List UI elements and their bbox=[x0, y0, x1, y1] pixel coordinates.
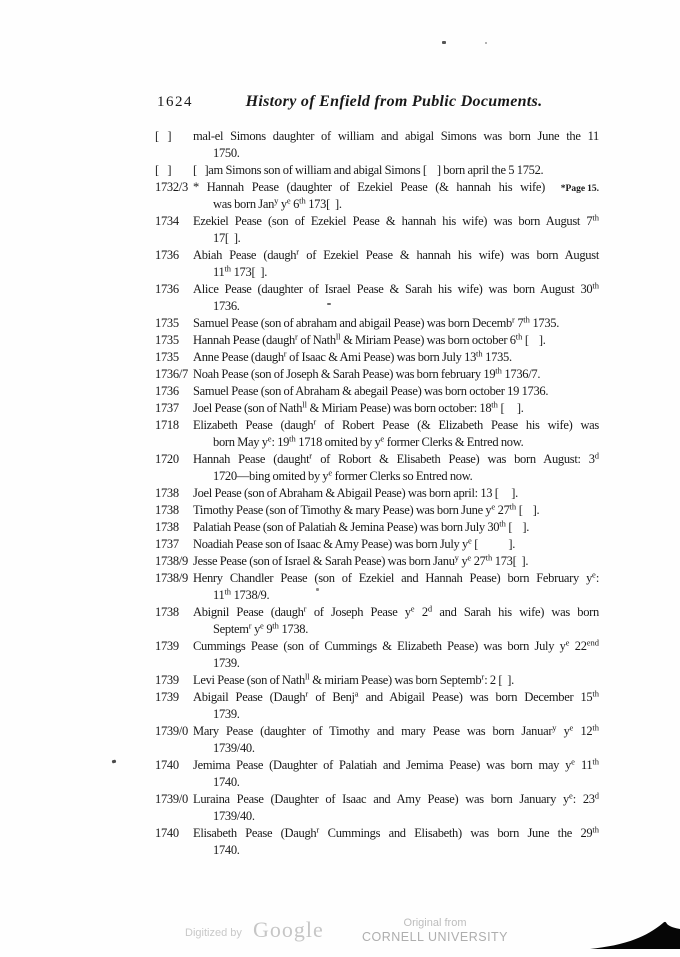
record-text bbox=[193, 791, 599, 825]
record-year: 1738/9 bbox=[155, 571, 188, 585]
record-entry bbox=[155, 519, 599, 536]
record-text bbox=[193, 757, 599, 791]
scan-speck bbox=[112, 760, 117, 764]
google-logo: Google bbox=[253, 917, 324, 942]
record-line: 1739. bbox=[213, 707, 240, 721]
record-year: 1739 bbox=[155, 639, 179, 653]
provenance-block bbox=[355, 917, 515, 944]
record-entry bbox=[155, 400, 599, 417]
record-text bbox=[193, 638, 599, 672]
record-line: Joel Pease (son of Nath$^{ll}$ & Miriam Pease) was born october: 18th [ ]. bbox=[193, 399, 524, 415]
record-text bbox=[193, 281, 599, 315]
record-text bbox=[193, 570, 599, 604]
page-title: History of Enfield from Public Documents. bbox=[245, 93, 543, 110]
record-entry bbox=[155, 485, 599, 502]
record-entry bbox=[155, 553, 599, 570]
record-year: 1740 bbox=[155, 758, 179, 772]
record-year: [ ] bbox=[155, 163, 172, 177]
record-line: born May $y^e$: 19th 1718 omited by $y^e$ former Clerks & Entred now. bbox=[213, 433, 524, 449]
page-number: 1624 bbox=[157, 94, 193, 110]
record-year: 1732/3 bbox=[155, 180, 188, 194]
record-entry bbox=[155, 332, 599, 349]
record-year: 1739 bbox=[155, 690, 179, 704]
record-line: Abignil Pease (daugh$^r$ of Joseph Pease $y^e$ 2$^d$ and Sarah his wife) was born bbox=[193, 603, 599, 619]
record-year: 1718 bbox=[155, 418, 179, 432]
record-line: 1740. bbox=[213, 843, 240, 857]
record-entry bbox=[155, 451, 599, 485]
record-text bbox=[193, 825, 599, 859]
record-entry bbox=[155, 179, 599, 213]
record-entry bbox=[155, 247, 599, 281]
record-line: 11th 1738/9. bbox=[213, 586, 270, 602]
records bbox=[155, 128, 599, 859]
record-line: Anne Pease (daugh$^r$ of Isaac & Ami Pease) was born July 13th 1735. bbox=[193, 348, 512, 364]
institution-label: CORNELL UNIVERSITY bbox=[361, 930, 509, 944]
record-line: Levi Pease (son of Nath$^{ll}$ & miriam Pease) was born Septemb$^r$: 2 [ ]. bbox=[193, 671, 514, 687]
record-line: [ ]am Simons son of william and abigal Simons [ ] born april the 5 1752. bbox=[193, 163, 544, 177]
record-line: Hannah Pease (daugh$^r$ of Nath$^{ll}$ & Miriam Pease) was born october 6th [ ]. bbox=[193, 331, 546, 347]
record-year: 1735 bbox=[155, 350, 179, 364]
record-line: Palatiah Pease (son of Palatiah & Jemina Pease) was born July 30th [ ]. bbox=[193, 518, 530, 534]
record-year: 1740 bbox=[155, 826, 179, 840]
record-line: Samuel Pease (son of Abraham & abegail Pease) was born october 19 1736. bbox=[193, 384, 549, 398]
record-line: was born Jan$^y$ $y^e$ 6th 173[ ]. bbox=[213, 195, 342, 211]
record-line: Hannah Pease (daught$^r$ of Robort & Elisabeth Pease) was born August: 3$^d$ bbox=[193, 450, 599, 466]
record-line: Elisabeth Pease (Daugh$^r$ Cummings and Elisabeth) was born June the 29th bbox=[193, 824, 600, 840]
record-entry bbox=[155, 825, 599, 859]
record-text bbox=[193, 417, 599, 451]
record-line: Cummings Pease (son of Cummings & Elizabeth Pease) was born July $y^e$ $22^{end}$ bbox=[193, 637, 599, 653]
record-entry bbox=[155, 604, 599, 638]
record-entry bbox=[155, 791, 599, 825]
record-year: 1736 bbox=[155, 384, 179, 398]
record-line: Noah Pease (son of Joseph & Sarah Pease) was born february 19th 1736/7. bbox=[193, 365, 541, 381]
record-entry bbox=[155, 638, 599, 672]
record-entry bbox=[155, 366, 599, 383]
record-year: 1739/0 bbox=[155, 792, 188, 806]
page-header bbox=[155, 93, 599, 115]
record-text bbox=[193, 332, 599, 349]
record-year: 1736 bbox=[155, 282, 179, 296]
record-line: Joel Pease (son of Abraham & Abigail Pease) was born april: 13 [ ]. bbox=[193, 486, 518, 500]
record-text bbox=[193, 366, 599, 383]
record-text bbox=[193, 604, 599, 638]
record-line: mal-el Simons daughter of william and abigal Simons was born June the 11 bbox=[193, 129, 599, 143]
record-text bbox=[193, 179, 599, 213]
record-text bbox=[193, 383, 599, 400]
record-text bbox=[193, 400, 599, 417]
record-text bbox=[193, 672, 599, 689]
record-line: 1739. bbox=[213, 656, 240, 670]
record-entry bbox=[155, 162, 599, 179]
record-line: Abigail Pease (Daugh$^r$ of Benj$^a$ and Abigail Pease) was born December 15th bbox=[193, 688, 599, 704]
record-year: 1738 bbox=[155, 486, 179, 500]
record-entry bbox=[155, 213, 599, 247]
record-year: 1738 bbox=[155, 503, 179, 517]
record-line: Luraina Pease (Daughter of Isaac and Amy Pease) was born January $y^e$: 23$^d$ bbox=[193, 790, 599, 806]
record-line: Samuel Pease (son of abraham and abigail Pease) was born Decemb$^r$ 7th 1735. bbox=[193, 314, 560, 330]
scan-speck bbox=[327, 303, 331, 305]
record-entry bbox=[155, 417, 599, 451]
record-entry bbox=[155, 281, 599, 315]
record-year: 1736/7 bbox=[155, 367, 188, 381]
record-line: Jesse Pease (son of Israel & Sarah Pease) was born Janu$^y$ $y^e$ 27th 173[ ]. bbox=[193, 552, 529, 568]
record-line: Timothy Pease (son of Timothy & mary Pease) was born June $y^e$ 27th [ ]. bbox=[193, 501, 540, 517]
record-entry bbox=[155, 536, 599, 553]
record-year: 1738/9 bbox=[155, 554, 188, 568]
record-line: Elizabeth Pease (daugh$^r$ of Robert Pease (& Elizabeth Pease his wife) was bbox=[193, 416, 599, 432]
record-text bbox=[193, 689, 599, 723]
record-line: Mary Pease (daughter of Timothy and mary Pease was born Januar$^y$ $y^e$ 12th bbox=[193, 722, 599, 738]
record-text bbox=[193, 451, 599, 485]
record-year: 1738 bbox=[155, 520, 179, 534]
record-entry bbox=[155, 315, 599, 332]
record-year: 1738 bbox=[155, 605, 179, 619]
scan-speck bbox=[316, 588, 319, 591]
record-year: [ ] bbox=[155, 129, 172, 143]
record-year: 1739/0 bbox=[155, 724, 188, 738]
record-line: Septem$^r$ $y^e$ 9th 1738. bbox=[213, 620, 309, 636]
record-entry bbox=[155, 502, 599, 519]
scan-speck bbox=[442, 41, 446, 44]
record-year: 1720 bbox=[155, 452, 179, 466]
record-year: 1736 bbox=[155, 248, 179, 262]
record-entry bbox=[155, 723, 599, 757]
original-from-label: Original from bbox=[403, 917, 467, 929]
record-line: Noadiah Pease son of Isaac & Amy Pease) was born July $y^e$ [ ]. bbox=[193, 535, 516, 551]
record-line: * Hannah Pease (daughter of Ezekiel Pease (& hannah his wife) *Page 15. bbox=[193, 179, 599, 196]
record-line: 1739/40. bbox=[213, 741, 255, 755]
record-line: 17[ ]. bbox=[213, 231, 241, 245]
record-text bbox=[193, 536, 599, 553]
record-line: Ezekiel Pease (son of Ezekiel Pease & hannah his wife) was born August 7th bbox=[193, 212, 599, 228]
record-text bbox=[193, 502, 599, 519]
record-line: Abiah Pease (daugh$^r$ of Ezekiel Pease & hannah his wife) was born August bbox=[193, 246, 599, 262]
record-year: 1734 bbox=[155, 214, 179, 228]
record-line: 1740. bbox=[213, 775, 240, 789]
record-entry bbox=[155, 349, 599, 366]
margin-note: *Page 15. bbox=[560, 184, 599, 194]
record-line: 1720—bing omited by $y^e$ former Clerks so Entred now. bbox=[213, 467, 473, 483]
record-text bbox=[193, 553, 599, 570]
record-entry bbox=[155, 689, 599, 723]
record-entry bbox=[155, 672, 599, 689]
record-text bbox=[193, 349, 599, 366]
record-year: 1735 bbox=[155, 316, 179, 330]
record-text bbox=[193, 247, 599, 281]
record-year: 1737 bbox=[155, 401, 179, 415]
record-text bbox=[193, 723, 599, 757]
record-text bbox=[193, 485, 599, 502]
record-entry bbox=[155, 570, 599, 604]
record-text bbox=[193, 162, 599, 179]
record-year: 1737 bbox=[155, 537, 179, 551]
record-text bbox=[193, 128, 599, 162]
record-line: 1739/40. bbox=[213, 809, 255, 823]
record-entry bbox=[155, 128, 599, 162]
record-text bbox=[193, 315, 599, 332]
record-line: 1736. bbox=[213, 299, 240, 313]
record-line: Jemima Pease (Daughter of Palatiah and Jemima Pease) was born may $y^e$ 11th bbox=[193, 756, 600, 772]
record-year: 1739 bbox=[155, 673, 179, 687]
record-line: Henry Chandler Pease (son of Ezekiel and Hannah Pease) born February $y^e$: bbox=[193, 569, 599, 585]
record-entry bbox=[155, 757, 599, 791]
record-text bbox=[193, 213, 599, 247]
record-year: 1735 bbox=[155, 333, 179, 347]
scan-speck bbox=[485, 42, 487, 44]
record-line: Alice Pease (daughter of Israel Pease & Sarah his wife) was born August 30th bbox=[193, 280, 599, 296]
record-text bbox=[193, 519, 599, 536]
digitized-by-label: Digitized by bbox=[185, 927, 242, 939]
record-line: 11th 173[ ]. bbox=[213, 263, 268, 279]
page-curl-shadow bbox=[588, 916, 680, 952]
record-line: 1750. bbox=[213, 146, 240, 160]
record-entry bbox=[155, 383, 599, 400]
